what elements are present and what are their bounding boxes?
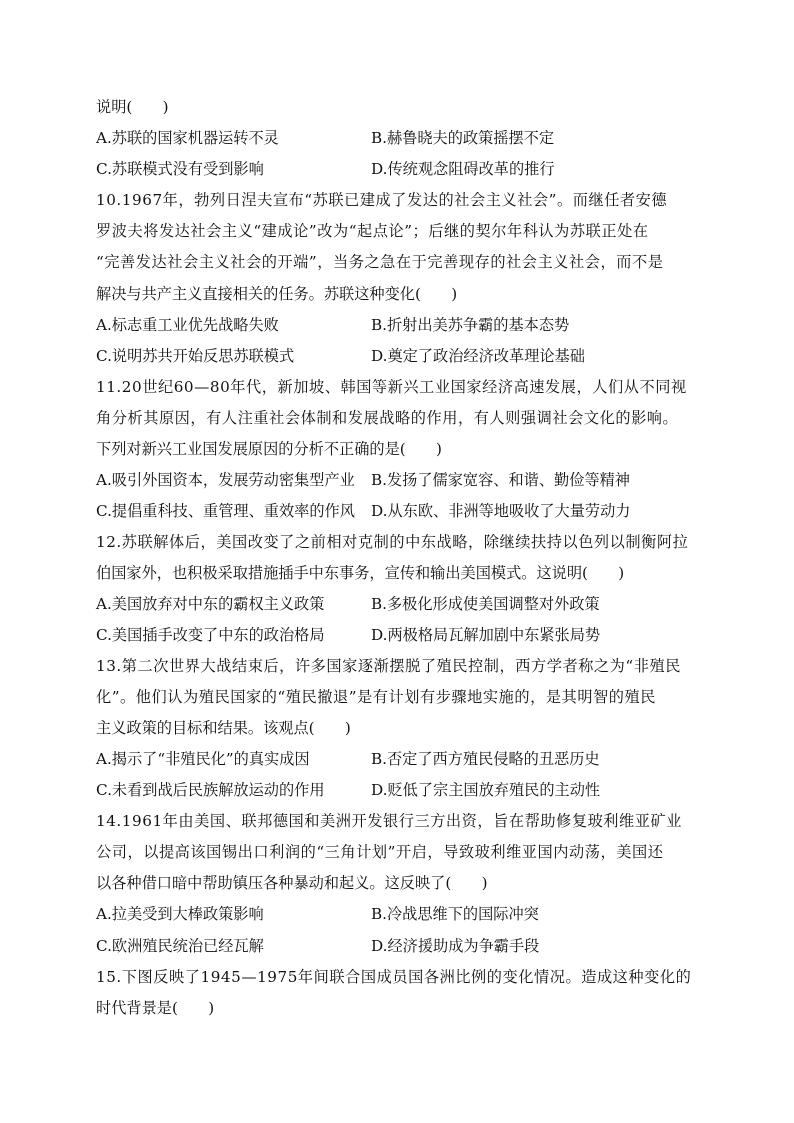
question-stem-line: 10.1967年，勃列日涅夫宣布“苏联已建成了发达的社会主义社会”。而继任者安德 bbox=[96, 191, 668, 209]
question-stem-line: “完善发达社会主义社会的开端”，当务之急在于完善现存的社会主义社会，而不是 bbox=[96, 253, 664, 271]
question-stem-line: 14.1961年由美国、联邦德国和美洲开发银行三方出资，旨在帮助修复玻利维亚矿业 bbox=[96, 812, 682, 830]
option-b: B.折射出美苏争霸的基本态势 bbox=[371, 316, 570, 334]
question-stem-line: 下列对新兴工业国发展原因的分析不正确的是( ) bbox=[96, 440, 442, 458]
option-a: A.拉美受到大棒政策影响 bbox=[96, 905, 264, 923]
question-stem-line: 以各种借口暗中帮助镇压各种暴动和起义。这反映了( ) bbox=[96, 874, 488, 892]
option-b: B.赫鲁晓夫的政策摇摆不定 bbox=[371, 129, 555, 147]
option-a: A.标志重工业优先战略失败 bbox=[96, 316, 279, 334]
option-c: C.提倡重科技、重管理、重效率的作风 bbox=[96, 502, 355, 520]
option-c: C.美国插手改变了中东的政治格局 bbox=[96, 626, 325, 644]
question-stem-line: 13.第二次世界大战结束后，许多国家逐渐摆脱了殖民控制，西方学者称之为“非殖民 bbox=[96, 657, 681, 675]
question-stem-line: 11.20世纪60—80年代，新加坡、韩国等新兴工业国家经济高速发展，人们从不同视 bbox=[96, 378, 687, 396]
option-c: C.苏联模式没有受到影响 bbox=[96, 160, 264, 178]
option-a: A.吸引外国资本，发展劳动密集型产业 bbox=[96, 471, 355, 489]
option-b: B.冷战思维下的国际冲突 bbox=[371, 905, 539, 923]
question-stem-line: 化”。他们认为殖民国家的“殖民撤退”是有计划有步骤地实施的，是其明智的殖民 bbox=[96, 688, 657, 706]
question-stem-line: 角分析其原因，有人注重社会体制和发展战略的作用，有人则强调社会文化的影响。 bbox=[96, 409, 679, 427]
option-d: D.经济援助成为争霸手段 bbox=[371, 937, 540, 955]
question-stem-line: 说明( ) bbox=[96, 98, 169, 116]
option-b: B.否定了西方殖民侵略的丑恶历史 bbox=[371, 750, 600, 768]
option-a: A.揭示了“非殖民化”的真实成因 bbox=[96, 750, 310, 768]
question-stem-line: 伯国家外，也积极采取措施插手中东事务，宣传和输出美国模式。这说明( ) bbox=[96, 564, 625, 582]
option-a: A.苏联的国家机器运转不灵 bbox=[96, 129, 279, 147]
option-b: B.多极化形成使美国调整对外政策 bbox=[371, 595, 600, 613]
option-d: D.从东欧、非洲等地吸收了大量劳动力 bbox=[371, 502, 631, 520]
option-b: B.发扬了儒家宽容、和谐、勤俭等精神 bbox=[371, 471, 630, 489]
option-d: D.贬低了宗主国放弃殖民的主动性 bbox=[371, 781, 601, 799]
question-stem-line: 罗波夫将发达社会主义“建成论”改为“起点论”；后继的契尔年科认为苏联正处在 bbox=[96, 222, 649, 240]
option-d: D.两极格局瓦解加剧中东紧张局势 bbox=[371, 626, 601, 644]
question-stem-line: 主义政策的目标和结果。该观点( ) bbox=[96, 719, 351, 737]
option-d: D.传统观念阻碍改革的推行 bbox=[371, 160, 555, 178]
option-a: A.美国放弃对中东的霸权主义政策 bbox=[96, 595, 325, 613]
question-stem-line: 12.苏联解体后，美国改变了之前相对克制的中东战略，除继续扶持以色列以制衡阿拉 bbox=[96, 533, 689, 551]
question-stem-line: 时代背景是( ) bbox=[96, 999, 215, 1017]
option-c: C.说明苏共开始反思苏联模式 bbox=[96, 347, 295, 365]
question-stem-line: 公司，以提高该国锡出口利润的“三角计划”开启，导致玻利维亚国内动荡，美国还 bbox=[96, 843, 664, 861]
question-stem-line: 解决与共产主义直接相关的任务。苏联这种变化( ) bbox=[96, 285, 458, 303]
option-d: D.奠定了政治经济改革理论基础 bbox=[371, 347, 585, 365]
question-stem-line: 15.下图反映了1945—1975年间联合国成员国各洲比例的变化情况。造成这种变化的 bbox=[96, 968, 692, 986]
option-c: C.未看到战后民族解放运动的作用 bbox=[96, 781, 325, 799]
option-c: C.欧洲殖民统治已经瓦解 bbox=[96, 937, 264, 955]
